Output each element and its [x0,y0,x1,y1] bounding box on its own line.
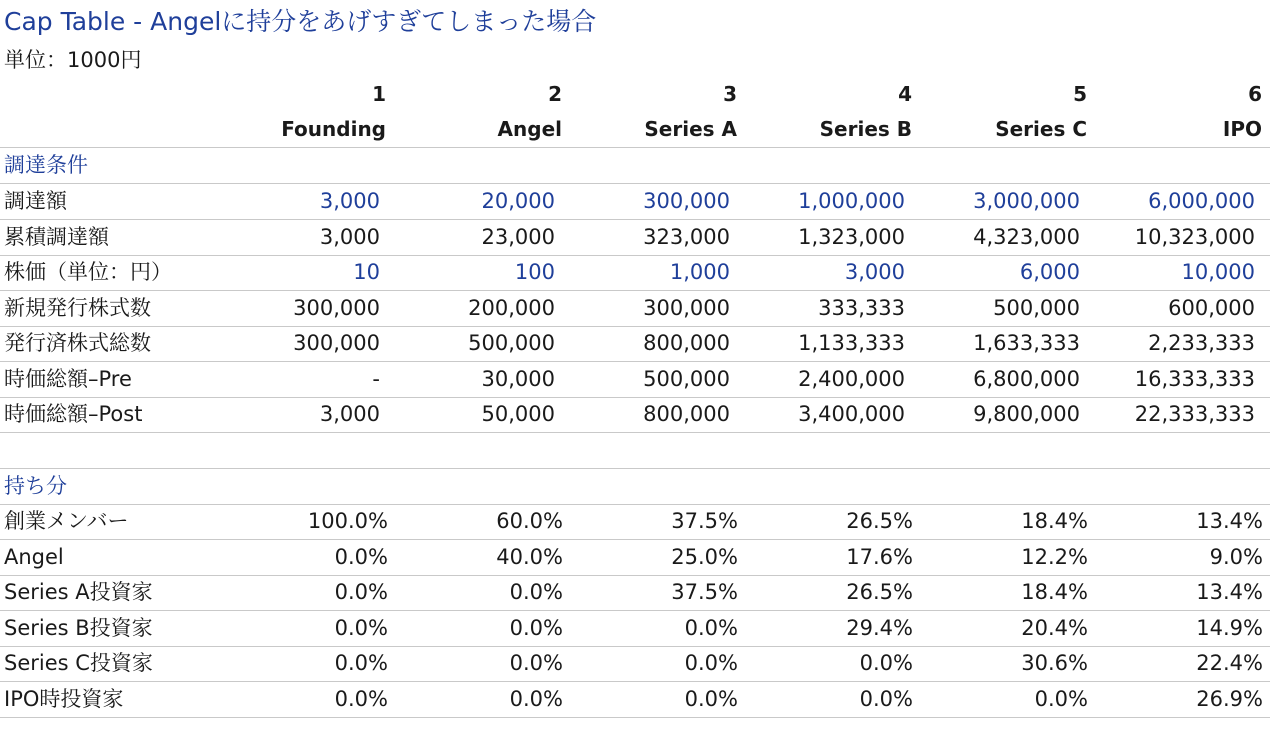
header-round-row [0,112,1270,148]
round-number: 6 [1248,82,1262,106]
funding-row [0,326,1270,362]
value-cell[interactable]: 6,000 [1019,260,1080,284]
value-cell[interactable]: 26.5% [846,509,913,533]
value-cell[interactable]: - [372,366,380,391]
value-cell[interactable]: 30.6% [1021,651,1088,675]
value-cell[interactable]: 60.0% [496,509,563,533]
value-cell[interactable]: 0.0% [334,686,388,711]
value-cell[interactable]: 16,333,333 [1134,366,1255,391]
value-cell[interactable]: 800,000 [643,331,730,355]
ownership-row [0,540,1270,576]
value-cell[interactable]: 20.4% [1021,615,1088,640]
round-name: Series A [644,117,737,141]
ownership-row [0,682,1270,718]
value-cell[interactable]: 29.4% [846,615,913,640]
value-cell[interactable]: 14.9% [1196,615,1263,640]
value-cell[interactable]: 6,800,000 [973,366,1080,391]
unit-note: 単位：1000円 [4,48,142,72]
value-cell[interactable]: 26.5% [846,580,913,604]
row-label: Series C投資家 [4,651,153,675]
round-number: 5 [1073,82,1087,106]
round-name: Angel [497,117,562,141]
row-label: 累積調達額 [4,224,109,249]
value-cell[interactable]: 0.0% [509,651,563,675]
value-cell[interactable]: 10,323,000 [1134,224,1255,249]
row-label: 発行済株式総数 [4,331,151,355]
spacer-row [0,433,1270,469]
value-cell[interactable]: 30,000 [481,366,555,391]
value-cell[interactable]: 18.4% [1021,509,1088,533]
funding-row [0,220,1270,256]
value-cell[interactable]: 23,000 [481,224,555,249]
row-label: Angel [4,544,64,569]
value-cell[interactable]: 800,000 [643,402,730,426]
row-label: 株価（単位：円） [4,260,172,284]
value-cell[interactable]: 3,000 [319,224,380,249]
value-cell[interactable]: 18.4% [1021,580,1088,604]
value-cell[interactable]: 13.4% [1196,580,1263,604]
value-cell[interactable]: 22.4% [1196,651,1263,675]
value-cell[interactable]: 10 [353,260,380,284]
round-number: 2 [548,82,562,106]
ownership-row [0,611,1270,647]
ownership-section-header [0,469,1270,505]
value-cell[interactable]: 9.0% [1209,544,1263,569]
value-cell[interactable]: 0.0% [1034,686,1088,711]
value-cell[interactable]: 200,000 [468,295,555,320]
funding-row [0,291,1270,327]
round-name: IPO [1222,117,1262,141]
value-cell[interactable]: 9,800,000 [973,402,1080,426]
value-cell[interactable]: 600,000 [1168,295,1255,320]
value-cell[interactable]: 22,333,333 [1134,402,1255,426]
header-number-row [0,77,1270,112]
value-cell[interactable]: 37.5% [671,580,738,604]
value-cell[interactable]: 500,000 [993,295,1080,320]
value-cell[interactable]: 25.0% [671,544,738,569]
funding-row [0,362,1270,398]
value-cell[interactable]: 100.0% [307,509,388,533]
section-label: 持ち分 [4,474,67,498]
value-cell[interactable]: 4,323,000 [973,224,1080,249]
value-cell[interactable]: 300,000 [643,189,730,213]
value-cell[interactable]: 37.5% [671,509,738,533]
value-cell[interactable]: 3,400,000 [798,402,905,426]
funding-row [0,255,1270,291]
row-label: 時価総額–Post [4,402,143,426]
value-cell[interactable]: 300,000 [293,295,380,320]
section-label: 調達条件 [4,153,88,177]
value-cell[interactable]: 17.6% [846,544,913,569]
value-cell[interactable]: 0.0% [509,580,563,604]
ownership-row [0,646,1270,682]
value-cell[interactable]: 12.2% [1021,544,1088,569]
value-cell[interactable]: 0.0% [684,651,738,675]
row-label: 調達額 [4,189,67,213]
row-label: 新規発行株式数 [4,295,151,320]
value-cell[interactable]: 3,000 [319,189,380,213]
row-label: Series B投資家 [4,615,153,640]
funding-row [0,397,1270,433]
row-label: IPO時投資家 [4,686,124,711]
value-cell[interactable]: 0.0% [509,686,563,711]
value-cell[interactable]: 26.9% [1196,686,1263,711]
value-cell[interactable]: 1,000,000 [798,189,905,213]
round-name: Founding [281,117,386,141]
value-cell[interactable]: 333,333 [818,295,905,320]
sheet-title: Cap Table - Angelに持分をあげすぎてしまった場合 [4,7,597,36]
value-cell[interactable]: 0.0% [334,615,388,640]
value-cell[interactable]: 40.0% [496,544,563,569]
ownership-row [0,575,1270,611]
value-cell[interactable]: 50,000 [481,402,555,426]
value-cell[interactable]: 1,323,000 [798,224,905,249]
value-cell[interactable]: 20,000 [481,189,555,213]
value-cell[interactable]: 10,000 [1181,260,1255,284]
value-cell[interactable]: 0.0% [859,686,913,711]
value-cell[interactable]: 3,000 [844,260,905,284]
row-label: 時価総額–Pre [4,366,132,391]
value-cell[interactable]: 0.0% [334,651,388,675]
round-name: Series C [995,117,1087,141]
row-label: Series A投資家 [4,580,153,604]
value-cell[interactable]: 0.0% [859,651,913,675]
value-cell[interactable]: 0.0% [334,544,388,569]
funding-row [0,184,1270,220]
ownership-row [0,504,1270,540]
value-cell[interactable]: 3,000,000 [973,189,1080,213]
value-cell[interactable]: 100 [514,260,555,284]
value-cell[interactable]: 13.4% [1196,509,1263,533]
value-cell[interactable]: 2,233,333 [1148,331,1255,355]
value-cell[interactable]: 6,000,000 [1148,189,1255,213]
round-number: 1 [372,82,386,106]
row-label: 創業メンバー [4,509,129,533]
funding-section-header [0,148,1270,184]
value-cell[interactable]: 1,133,333 [798,331,905,355]
value-cell[interactable]: 323,000 [643,224,730,249]
value-cell[interactable]: 0.0% [684,615,738,640]
value-cell[interactable]: 0.0% [684,686,738,711]
value-cell[interactable]: 3,000 [319,402,380,426]
round-name: Series B [819,117,912,141]
value-cell[interactable]: 1,633,333 [973,331,1080,355]
value-cell[interactable]: 0.0% [334,580,388,604]
value-cell[interactable]: 300,000 [293,331,380,355]
value-cell[interactable]: 0.0% [509,615,563,640]
round-number: 4 [898,82,912,106]
value-cell[interactable]: 500,000 [468,331,555,355]
round-number: 3 [723,82,737,106]
value-cell[interactable]: 500,000 [643,366,730,391]
value-cell[interactable]: 300,000 [643,295,730,320]
value-cell[interactable]: 1,000 [669,260,730,284]
value-cell[interactable]: 2,400,000 [798,366,905,391]
